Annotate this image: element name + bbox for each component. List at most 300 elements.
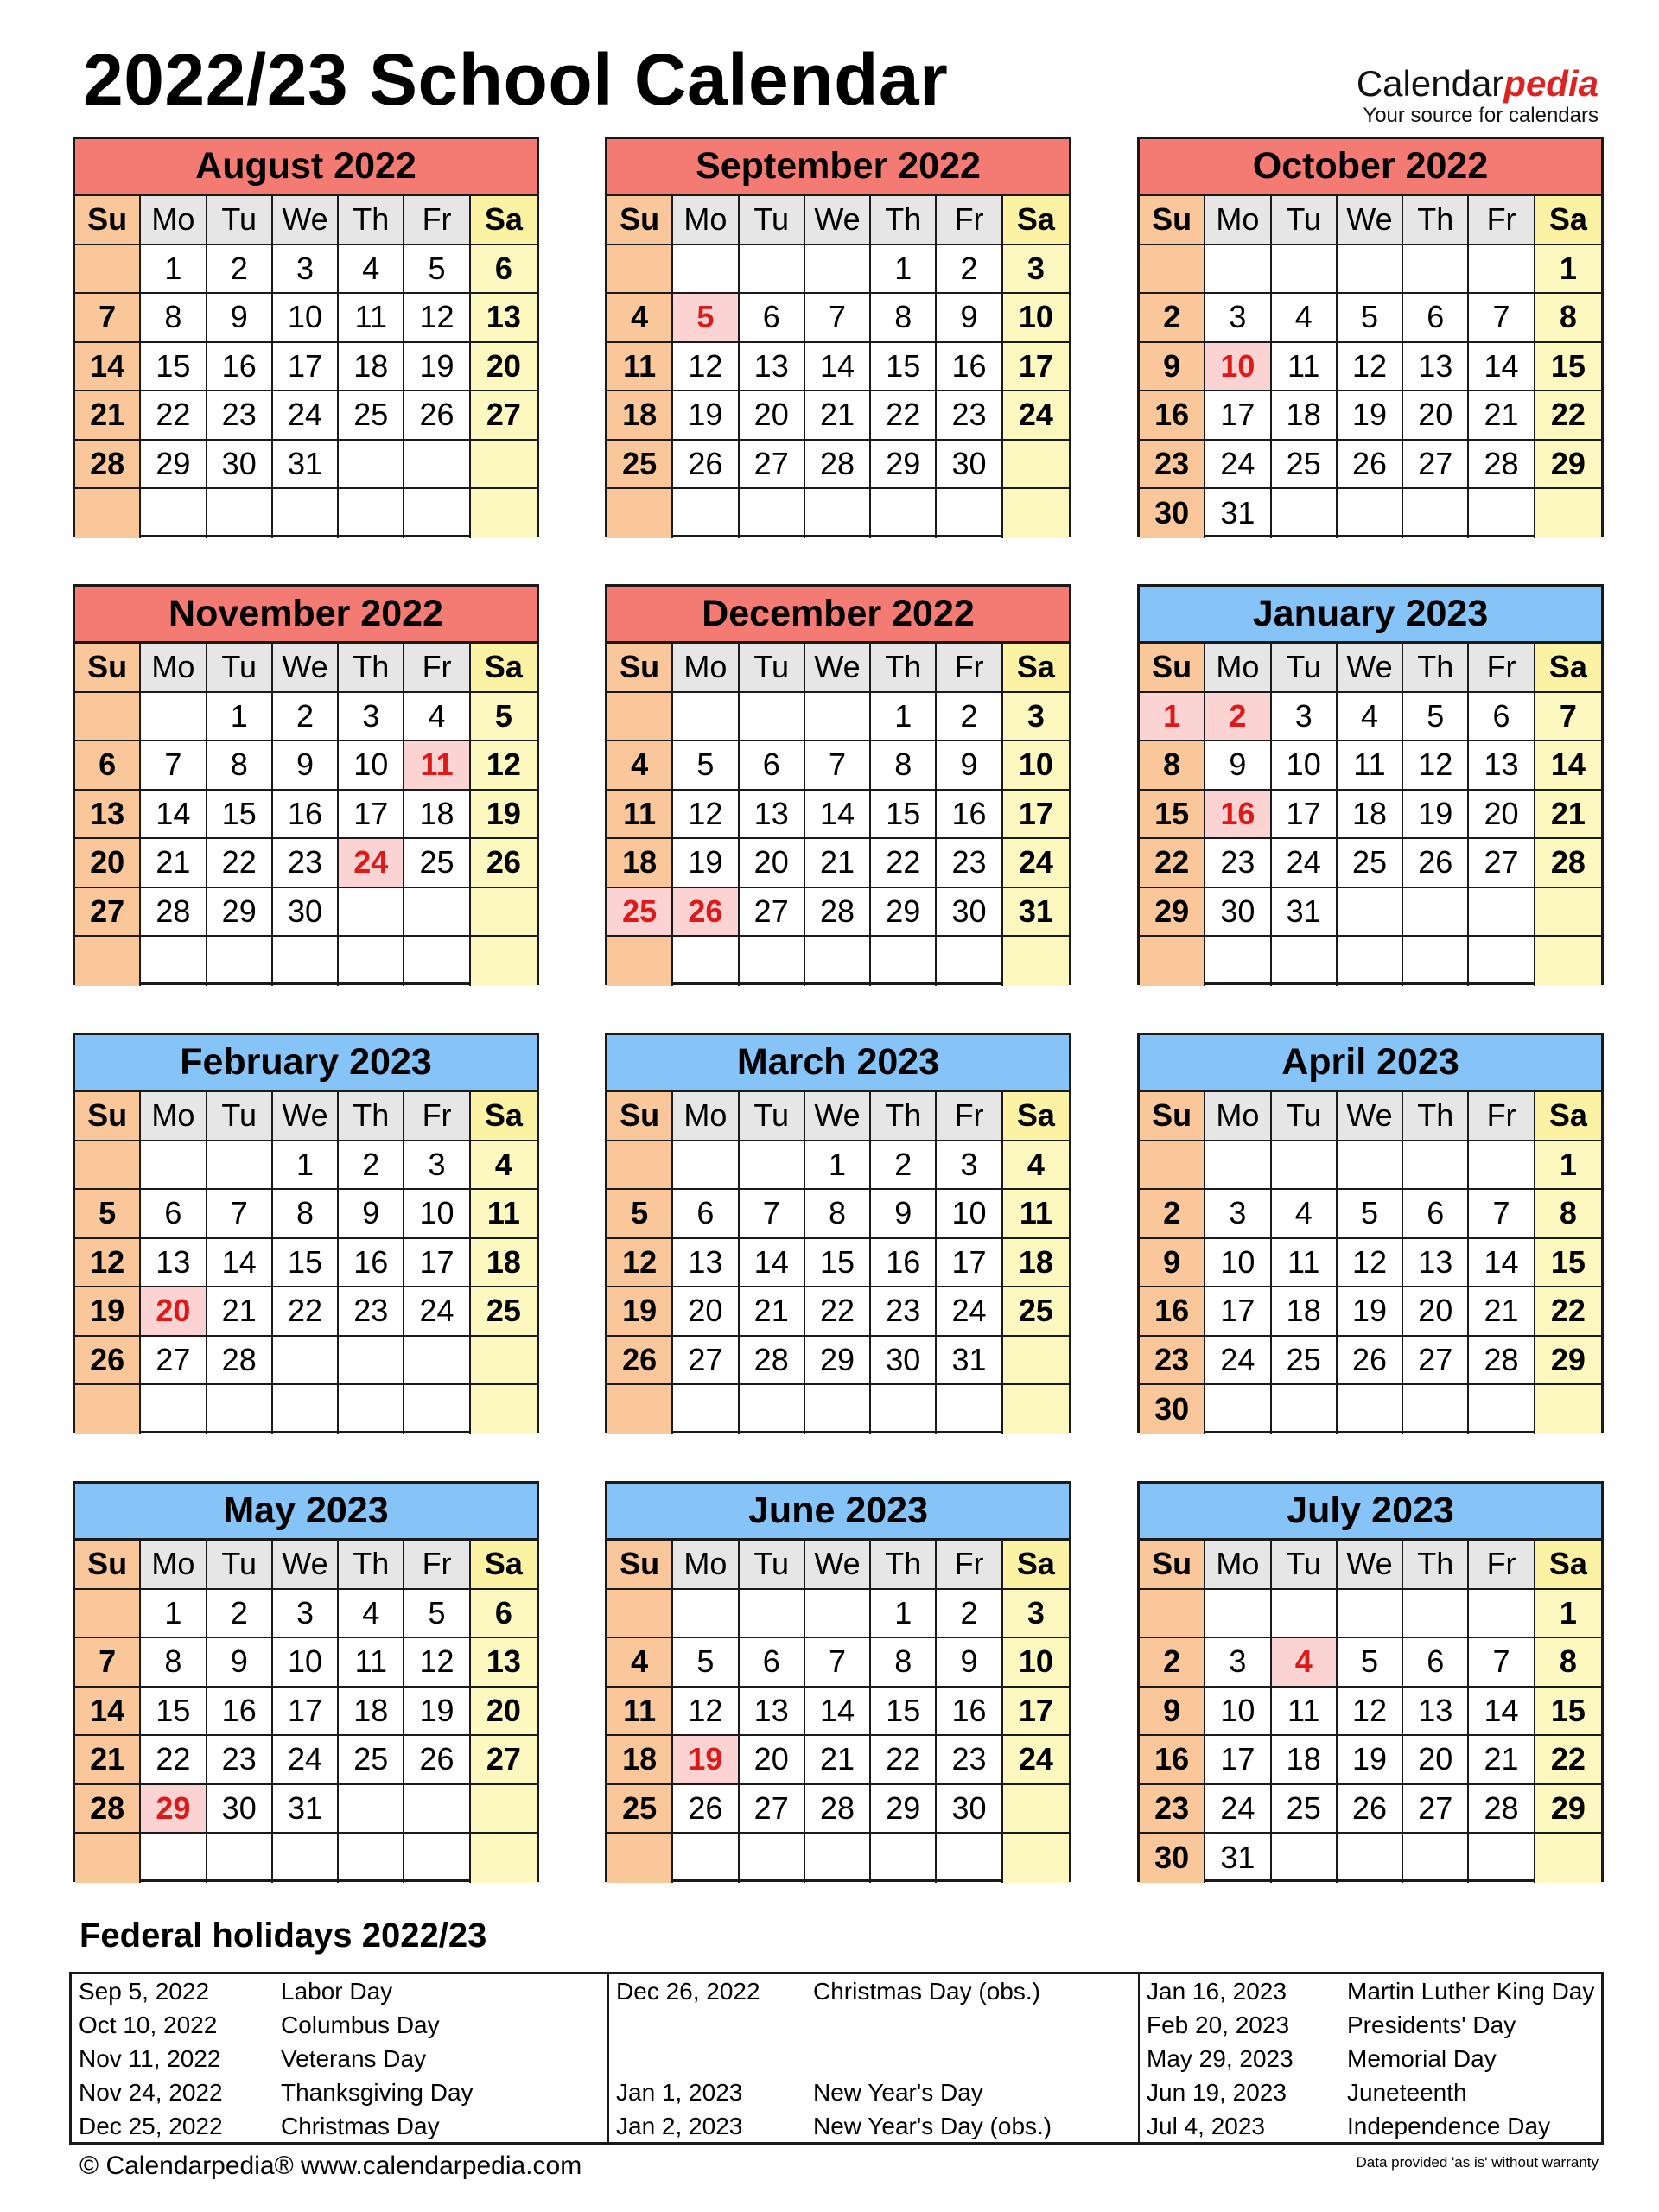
day-cell: 26 [404,391,470,441]
weekday-header: Mo [141,196,207,245]
day-cell: 24 [273,391,339,441]
month-calendar [605,137,1071,537]
day-cell: 15 [1140,791,1205,840]
day-cell: 15 [141,1688,207,1737]
day-cell: 21 [740,1287,805,1337]
day-cell: 18 [1272,1287,1338,1337]
month-grid [1140,196,1601,538]
holiday-day-cell: 24 [339,839,404,888]
day-cell: 31 [1205,489,1271,538]
empty-day-cell [607,489,673,538]
day-cell: 12 [471,741,537,791]
day-cell: 15 [1535,343,1601,392]
holiday-date: Jun 19, 2023 [1138,2075,1340,2109]
empty-day-cell [673,489,739,538]
empty-day-cell [339,1785,404,1834]
day-cell: 10 [273,294,339,343]
day-cell: 11 [1003,1190,1069,1239]
day-cell: 18 [339,1688,404,1737]
weekday-header: Sa [471,644,537,693]
day-cell: 10 [1205,1688,1271,1737]
day-cell: 26 [673,441,739,490]
day-cell: 18 [1272,1736,1338,1785]
day-cell: 2 [871,1141,937,1191]
empty-day-cell [805,1590,871,1639]
weekday-header: Tu [207,1541,273,1590]
holiday-date: Feb 20, 2023 [1138,2008,1340,2042]
empty-day-cell [141,489,207,538]
day-cell: 10 [1003,1638,1069,1688]
day-cell: 27 [471,391,537,441]
day-cell: 18 [1272,391,1338,441]
day-cell: 21 [75,391,141,441]
day-cell: 22 [871,391,937,441]
empty-day-cell [673,1834,739,1883]
day-cell: 28 [141,888,207,938]
day-cell: 28 [740,1337,805,1386]
day-cell: 22 [141,1736,207,1785]
holiday-name [806,2042,1138,2075]
day-cell: 21 [805,839,871,888]
empty-day-cell [1403,489,1469,538]
day-cell: 13 [740,343,805,392]
day-cell: 20 [740,1736,805,1785]
holiday-day-cell: 19 [673,1736,739,1785]
empty-day-cell [1003,1385,1069,1434]
day-cell: 10 [1003,741,1069,791]
day-cell: 26 [1338,1337,1403,1386]
empty-day-cell [1535,489,1601,538]
holiday-name: Christmas Day (obs.) [813,1977,1040,2005]
day-cell: 4 [471,1141,537,1191]
empty-day-cell [1338,489,1403,538]
empty-day-cell [273,489,339,538]
holiday-name: Martin Luther King Day [1347,1977,1595,2005]
day-cell: 10 [1272,741,1338,791]
empty-day-cell [1535,888,1601,938]
day-cell: 14 [207,1239,273,1288]
day-cell: 15 [1535,1239,1601,1288]
day-cell: 7 [805,294,871,343]
weekday-header: We [1338,196,1403,245]
day-cell: 6 [471,245,537,295]
empty-day-cell [1403,888,1469,938]
day-cell: 28 [1535,839,1601,888]
day-cell: 28 [75,441,141,490]
day-cell: 5 [404,1590,470,1639]
day-cell: 2 [937,245,1002,295]
federal-holidays-title: Federal holidays 2022/23 [79,1916,487,1955]
weekday-header: Su [1140,644,1205,693]
day-cell: 9 [1205,741,1271,791]
day-cell: 13 [1403,1239,1469,1288]
day-cell: 6 [740,741,805,791]
holiday-name: Veterans Day [281,2044,427,2072]
day-cell: 28 [75,1785,141,1834]
day-cell: 3 [404,1141,470,1191]
day-cell: 26 [471,839,537,888]
month-calendar [1137,584,1604,985]
holiday-day-cell: 5 [673,294,739,343]
day-cell: 11 [1338,741,1403,791]
day-cell: 23 [937,391,1002,441]
day-cell: 8 [207,741,273,791]
month-calendar [1137,1481,1604,1882]
day-cell: 30 [937,1785,1002,1834]
day-cell: 25 [404,839,470,888]
weekday-header: We [273,644,339,693]
weekday-header: Fr [937,1541,1002,1590]
day-cell: 6 [1403,1638,1469,1688]
weekday-header: Sa [1003,1092,1069,1141]
day-cell: 20 [471,1688,537,1737]
day-cell: 8 [871,1638,937,1688]
day-cell: 16 [1140,1736,1205,1785]
day-cell: 18 [607,391,673,441]
day-cell: 26 [607,1337,673,1386]
day-cell: 30 [1205,888,1271,938]
day-cell: 19 [673,391,739,441]
day-cell: 22 [1535,1736,1601,1785]
empty-day-cell [1469,1141,1535,1191]
empty-day-cell [607,1834,673,1883]
day-cell: 2 [207,245,273,295]
month-calendar [73,137,539,537]
holiday-name: Independence Day [1347,2112,1551,2139]
weekday-header: Mo [141,1092,207,1141]
empty-day-cell [75,489,141,538]
empty-day-cell [1403,245,1469,295]
day-cell: 2 [339,1141,404,1191]
day-cell: 30 [207,441,273,490]
weekday-header: Fr [937,644,1002,693]
day-cell: 24 [404,1287,470,1337]
empty-day-cell [1272,1141,1338,1191]
day-cell: 24 [1003,1736,1069,1785]
weekday-header: Th [871,1541,937,1590]
day-cell: 12 [673,1688,739,1737]
weekday-header: Tu [740,1092,805,1141]
day-cell: 26 [1403,839,1469,888]
day-cell: 31 [1272,888,1338,938]
day-cell: 26 [673,1785,739,1834]
day-cell: 24 [1205,441,1271,490]
day-cell: 12 [673,343,739,392]
weekday-header: Fr [1469,1092,1535,1141]
day-cell: 19 [75,1287,141,1337]
holiday-name: New Year's Day [813,2078,983,2106]
empty-day-cell [673,1590,739,1639]
day-cell: 1 [141,245,207,295]
empty-day-cell [404,1834,470,1883]
day-cell: 25 [1272,441,1338,490]
day-cell: 14 [1469,1239,1535,1288]
empty-day-cell [1338,245,1403,295]
day-cell: 4 [404,693,470,742]
month-calendar [73,584,539,985]
day-cell: 1 [1535,1590,1601,1639]
day-cell: 17 [404,1239,470,1288]
holiday-date: Nov 11, 2022 [79,2044,221,2072]
empty-day-cell [673,245,739,295]
day-cell: 10 [339,741,404,791]
day-cell: 5 [673,741,739,791]
empty-day-cell [404,937,470,986]
brand-name-part1: Calendar [1356,63,1504,104]
empty-day-cell [607,1590,673,1639]
day-cell: 10 [1205,1239,1271,1288]
day-cell: 20 [471,343,537,392]
holiday-day-cell: 1 [1140,693,1205,742]
day-cell: 22 [141,391,207,441]
day-cell: 21 [1469,1287,1535,1337]
weekday-header: Sa [1535,644,1601,693]
day-cell: 26 [404,1736,470,1785]
holiday-date: Jan 16, 2023 [1138,1974,1340,2008]
day-cell: 24 [937,1287,1002,1337]
empty-day-cell [75,1141,141,1191]
weekday-header: Th [1403,196,1469,245]
month-title: January 2023 [1140,587,1601,644]
day-cell: 1 [207,693,273,742]
month-grid [1140,1541,1601,1883]
weekday-header: Su [607,644,673,693]
empty-day-cell [471,1385,537,1434]
empty-day-cell [740,489,805,538]
day-cell: 2 [273,693,339,742]
day-cell: 6 [1469,693,1535,742]
weekday-header: Th [871,644,937,693]
empty-day-cell [607,1385,673,1434]
day-cell: 6 [673,1190,739,1239]
empty-day-cell [1535,1834,1601,1883]
weekday-header: Su [75,644,141,693]
day-cell: 15 [1535,1688,1601,1737]
weekday-header: Sa [1003,644,1069,693]
day-cell: 28 [1469,1785,1535,1834]
day-cell: 17 [1003,791,1069,840]
day-cell: 5 [1338,1638,1403,1688]
day-cell: 23 [871,1287,937,1337]
empty-day-cell [141,693,207,742]
empty-day-cell [1003,1337,1069,1386]
day-cell: 19 [673,839,739,888]
weekday-header: Sa [1535,1092,1601,1141]
empty-day-cell [1272,1590,1338,1639]
day-cell: 31 [1205,1834,1271,1883]
weekday-header: Su [1140,1541,1205,1590]
empty-day-cell [1272,245,1338,295]
empty-day-cell [805,1834,871,1883]
day-cell: 8 [1140,741,1205,791]
day-cell: 4 [1272,294,1338,343]
empty-day-cell [740,1141,805,1191]
day-cell: 16 [207,1688,273,1737]
day-cell: 1 [1535,245,1601,295]
weekday-header: Tu [207,196,273,245]
month-grid [607,1541,1069,1883]
empty-day-cell [1338,888,1403,938]
holiday-day-cell: 4 [1272,1638,1338,1688]
weekday-header: Su [607,196,673,245]
empty-day-cell [673,693,739,742]
day-cell: 13 [471,1638,537,1688]
day-cell: 12 [1338,1688,1403,1737]
day-cell: 16 [339,1239,404,1288]
day-cell: 1 [871,1590,937,1639]
empty-day-cell [471,1785,537,1834]
day-cell: 30 [937,888,1002,938]
empty-day-cell [404,489,470,538]
day-cell: 28 [805,441,871,490]
weekday-header: Fr [1469,196,1535,245]
day-cell: 13 [740,791,805,840]
empty-day-cell [740,245,805,295]
day-cell: 2 [1140,1638,1205,1688]
day-cell: 10 [404,1190,470,1239]
month-title: April 2023 [1140,1035,1601,1092]
day-cell: 20 [75,839,141,888]
day-cell: 20 [740,391,805,441]
month-grid [75,1541,537,1883]
day-cell: 3 [1205,294,1271,343]
day-cell: 7 [141,741,207,791]
day-cell: 26 [1338,1785,1403,1834]
empty-day-cell [1469,888,1535,938]
day-cell: 8 [1535,1190,1601,1239]
day-cell: 19 [404,343,470,392]
day-cell: 6 [471,1590,537,1639]
day-cell: 16 [273,791,339,840]
day-cell: 6 [740,294,805,343]
month-title: March 2023 [607,1035,1069,1092]
day-cell: 4 [339,1590,404,1639]
day-cell: 14 [1469,343,1535,392]
day-cell: 5 [673,1638,739,1688]
day-cell: 25 [339,1736,404,1785]
day-cell: 3 [1003,693,1069,742]
day-cell: 2 [1140,1190,1205,1239]
day-cell: 22 [273,1287,339,1337]
day-cell: 1 [805,1141,871,1191]
weekday-header: Th [339,1092,404,1141]
holiday-date: Jul 4, 2023 [1138,2109,1340,2143]
weekday-header: Fr [404,1541,470,1590]
day-cell: 9 [871,1190,937,1239]
day-cell: 14 [75,1688,141,1737]
day-cell: 14 [141,791,207,840]
day-cell: 29 [141,441,207,490]
day-cell: 13 [740,1688,805,1737]
empty-day-cell [1469,1834,1535,1883]
day-cell: 13 [1403,343,1469,392]
weekday-header: Sa [1535,196,1601,245]
empty-day-cell [1338,1590,1403,1639]
day-cell: 14 [75,343,141,392]
empty-day-cell [1469,245,1535,295]
brand-tagline: Your source for calendars [1363,104,1599,127]
empty-day-cell [607,937,673,986]
empty-day-cell [404,1337,470,1386]
empty-day-cell [1403,937,1469,986]
day-cell: 12 [1338,343,1403,392]
day-cell: 7 [1469,1190,1535,1239]
month-grid [1140,1092,1601,1434]
weekday-header: Su [75,1092,141,1141]
weekday-header: Mo [673,196,739,245]
weekday-header: Sa [471,1541,537,1590]
empty-day-cell [207,1834,273,1883]
holiday-date: Dec 25, 2022 [79,2112,223,2139]
month-grid [75,1092,537,1434]
day-cell: 12 [673,791,739,840]
day-cell: 20 [673,1287,739,1337]
month-calendar [73,1033,539,1433]
holiday-day-cell: 20 [141,1287,207,1337]
day-cell: 21 [1469,1736,1535,1785]
weekday-header: Sa [1003,196,1069,245]
empty-day-cell [805,245,871,295]
day-cell: 29 [1535,1785,1601,1834]
holiday-day-cell: 25 [607,888,673,938]
day-cell: 21 [1535,791,1601,840]
day-cell: 3 [1003,245,1069,295]
day-cell: 28 [1469,1337,1535,1386]
weekday-header: Tu [1272,196,1338,245]
month-title: September 2022 [607,139,1069,196]
day-cell: 26 [75,1337,141,1386]
empty-day-cell [871,1385,937,1434]
weekday-header: We [805,644,871,693]
empty-day-cell [1003,1785,1069,1834]
day-cell: 16 [871,1239,937,1288]
day-cell: 14 [1469,1688,1535,1737]
month-title: June 2023 [607,1484,1069,1541]
holiday-date [607,2042,806,2075]
day-cell: 25 [339,391,404,441]
weekday-header: Th [871,196,937,245]
day-cell: 12 [1403,741,1469,791]
weekday-header: Tu [740,644,805,693]
day-cell: 7 [1535,693,1601,742]
holiday-day-cell: 26 [673,888,739,938]
day-cell: 3 [1205,1190,1271,1239]
day-cell: 14 [740,1239,805,1288]
day-cell: 31 [273,441,339,490]
day-cell: 9 [1140,1688,1205,1737]
weekday-header: Tu [1272,1092,1338,1141]
day-cell: 14 [805,343,871,392]
day-cell: 24 [1205,1337,1271,1386]
day-cell: 29 [1535,441,1601,490]
month-calendar [605,584,1071,985]
day-cell: 12 [404,1638,470,1688]
day-cell: 10 [1003,294,1069,343]
day-cell: 24 [1272,839,1338,888]
day-cell: 23 [1140,441,1205,490]
month-grid [607,1092,1069,1434]
day-cell: 11 [339,1638,404,1688]
empty-day-cell [339,937,404,986]
day-cell: 5 [1338,294,1403,343]
empty-day-cell [673,1385,739,1434]
empty-day-cell [1205,937,1271,986]
empty-day-cell [339,489,404,538]
empty-day-cell [1140,245,1205,295]
empty-day-cell [339,888,404,938]
weekday-header: We [273,196,339,245]
day-cell: 10 [273,1638,339,1688]
